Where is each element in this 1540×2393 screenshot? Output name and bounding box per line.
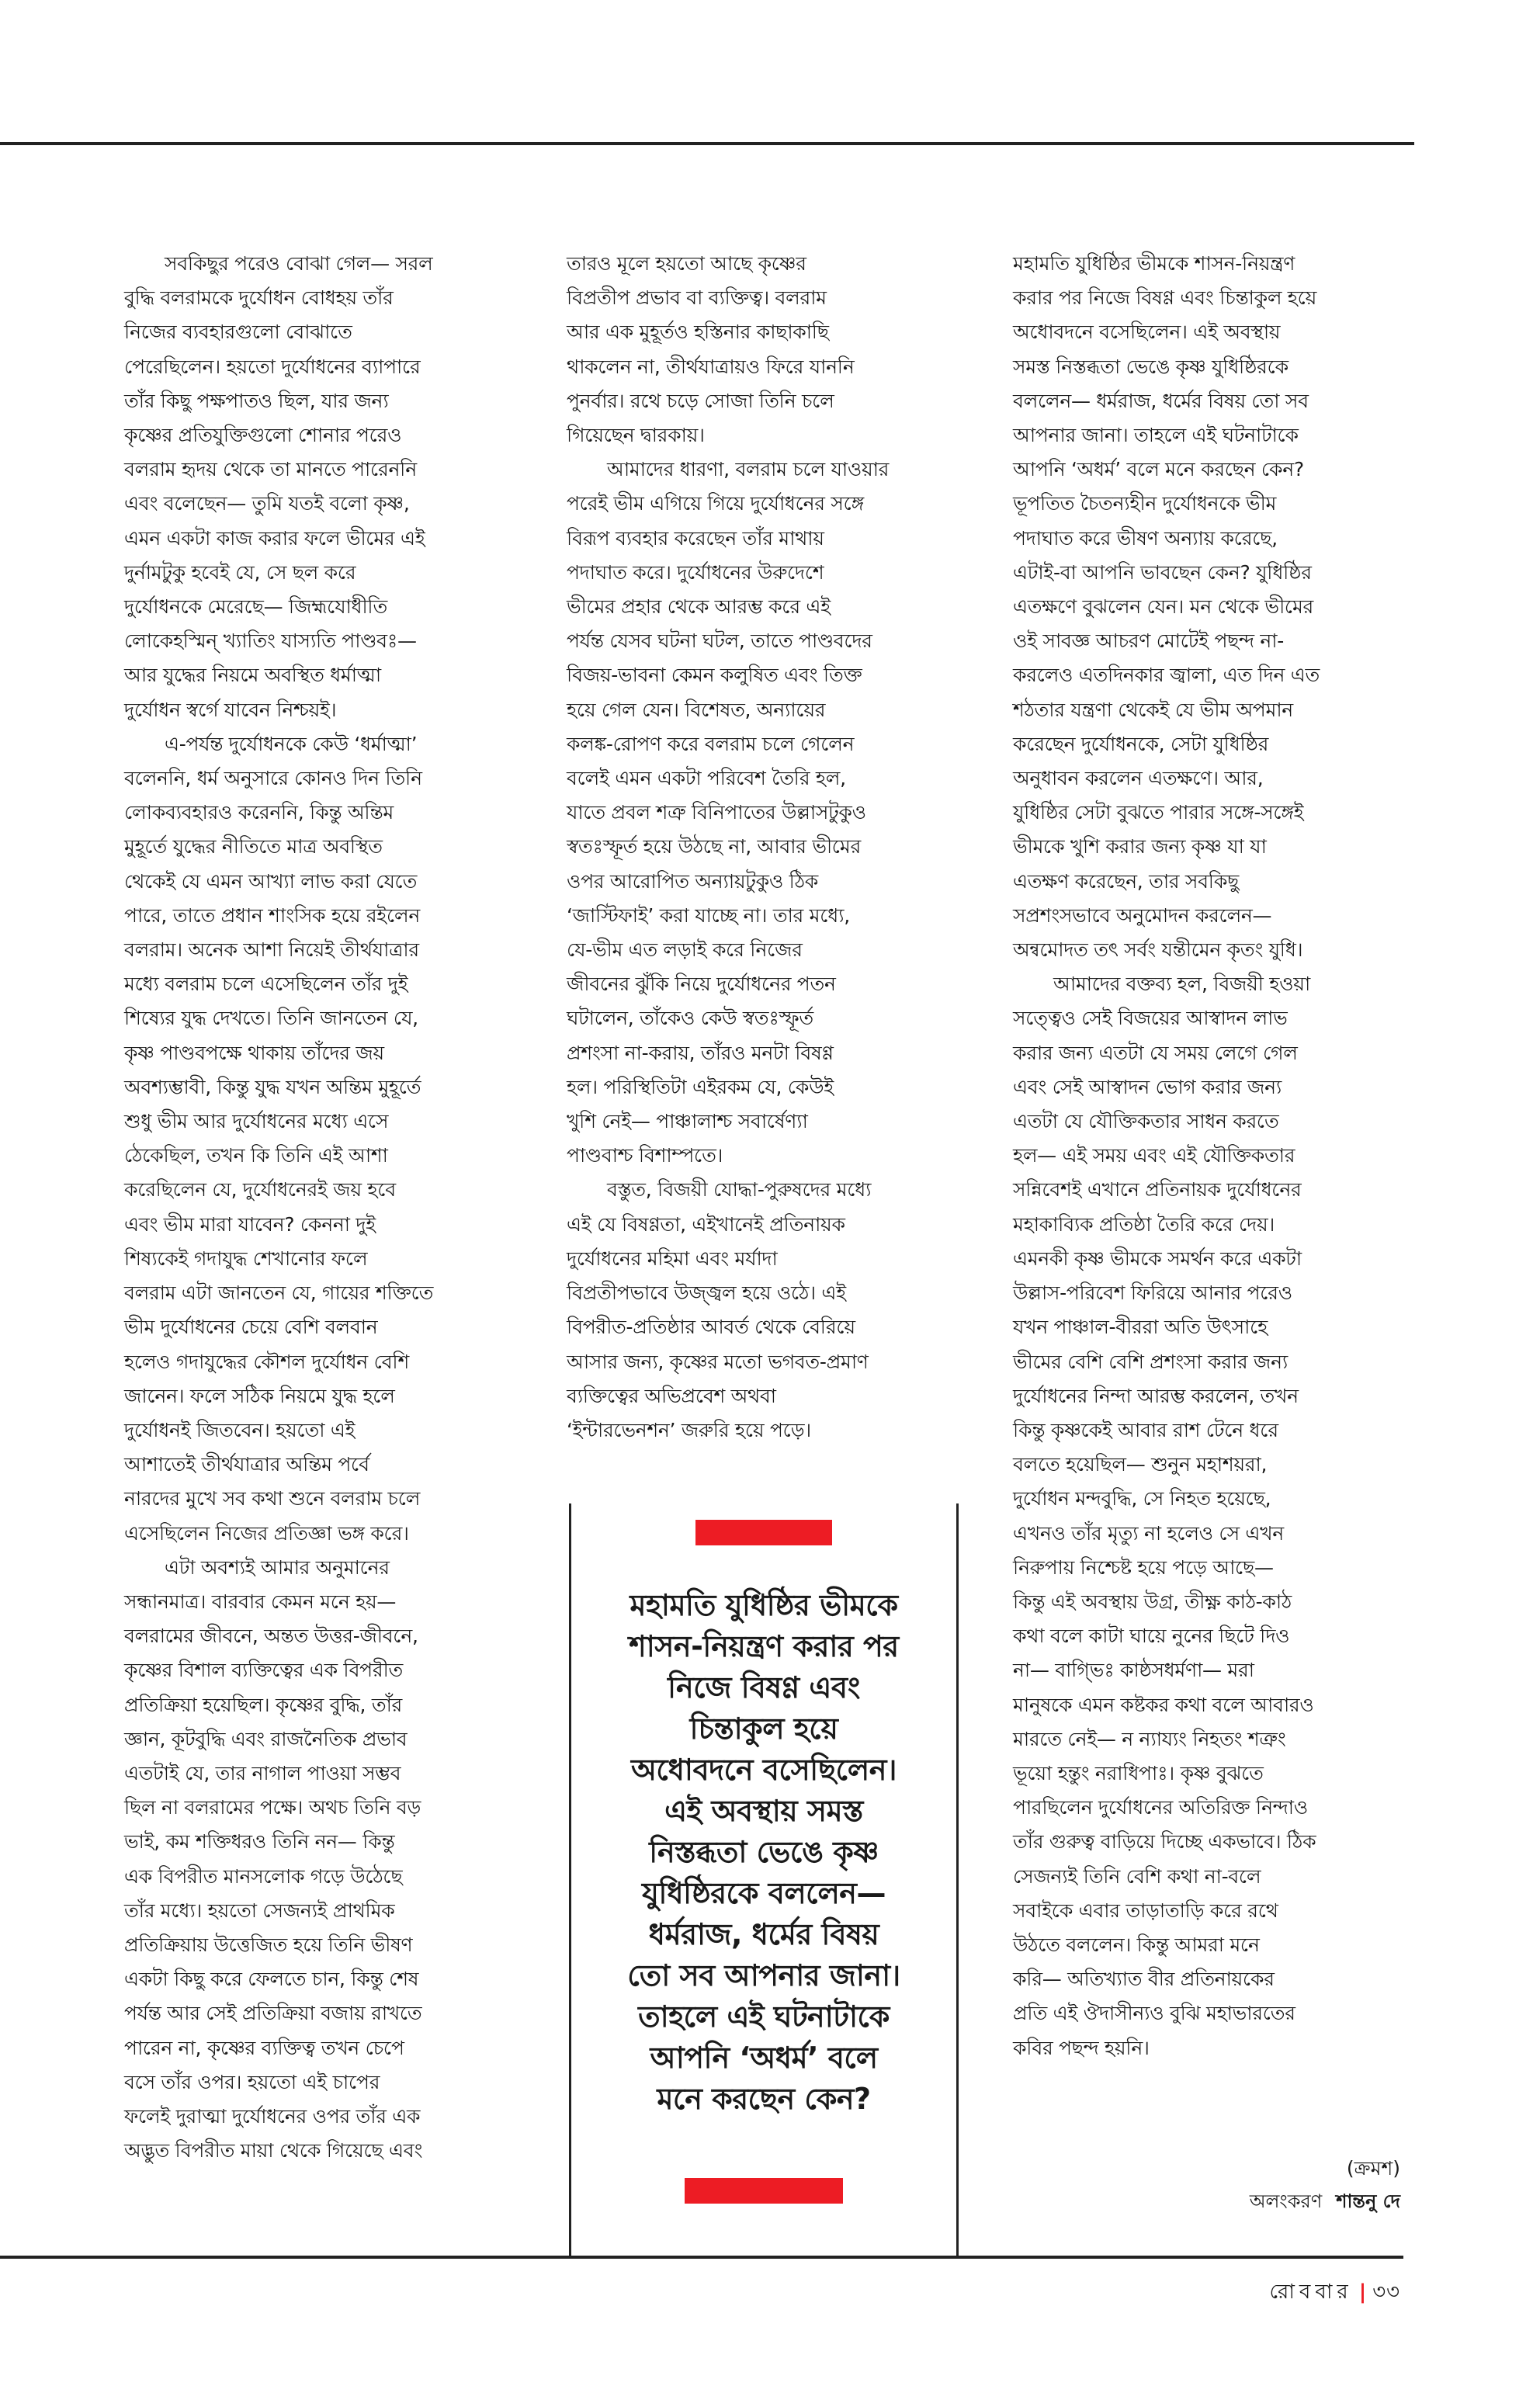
pull-quote-bottom-red-bar	[685, 2178, 843, 2204]
text-line: অবশ্যম্ভাবী, কিন্তু যুদ্ধ যখন অন্তিম মুহূর্তে	[124, 1075, 421, 1098]
text-line: উঠতে বললেন। কিন্তু আমরা মনে	[1013, 1933, 1260, 1956]
text-line: বিপ্রতীপ প্রভাব বা ব্যক্তিত্ব। বলরাম	[567, 286, 827, 310]
bottom-rule	[0, 2256, 1403, 2259]
text-line: এবং ভীম মারা যাবেন? কেননা দুই	[124, 1212, 376, 1236]
text-line: ‘ইন্টারভেনশন’ জরুরি হয়ে পড়ে।	[567, 1418, 811, 1441]
text-line: বুদ্ধি বলরামকে দুর্যোধন বোধহয় তাঁর	[124, 286, 394, 310]
text-line: বলতে হয়েছিল— শুনুন মহাশয়রা,	[1013, 1453, 1268, 1476]
text-line: কৃষ্ণের বিশাল ব্যক্তিত্বের এক বিপরীত	[124, 1659, 403, 1682]
text-line: সন্ধানমাত্র। বারবার কেমন মনে হয়—	[124, 1590, 397, 1613]
text-line: এ-পর্যন্ত দুর্যোধনকে কেউ ‘ধর্মাত্মা’	[165, 732, 418, 755]
text-line: মুহূর্তে যুদ্ধের নীতিতে মাত্র অবস্থিত	[124, 835, 383, 858]
text-line: ভূয়ো হন্তুং নরাধিপাঃ। কৃষ্ণ বুঝতে	[1013, 1761, 1264, 1784]
text-line: গিয়েছেন দ্বারকায়।	[567, 424, 705, 447]
text-line: করেছিলেন যে, দুর্যোধনেরই জয় হবে	[124, 1178, 396, 1202]
pull-quote-text	[571, 1585, 956, 2120]
article-column-2	[567, 247, 974, 1448]
text-line: এক বিপরীত মানসলোক গড়ে উঠেছে	[124, 1864, 403, 1888]
text-line: পারছিলেন দুর্যোধনের অতিরিক্ত নিন্দাও	[1013, 1796, 1308, 1819]
text-line: ভাই, কম শক্তিধরও তিনি নন— কিন্তু	[124, 1830, 395, 1854]
text-line: ঘটালেন, তাঁকেও কেউ স্বতঃস্ফূর্ত	[567, 1007, 813, 1030]
text-line: ব্যক্তিত্বের অভিপ্রবেশ অথবা	[567, 1384, 776, 1407]
text-line: শঠতার যন্ত্রণা থেকেই যে ভীম অপমান	[1013, 698, 1293, 721]
article-column-3	[1013, 247, 1424, 2065]
text-line: এই যে বিষণ্ণতা, এইখানেই প্রতিনায়ক	[567, 1212, 845, 1236]
text-line: আশাতেই তীর্থযাত্রার অন্তিম পর্বে	[124, 1453, 369, 1476]
text-line: কবির পছন্দ হয়নি।	[1013, 2036, 1150, 2059]
text-line: শিষ্যের যুদ্ধ দেখতে। তিনি জানতেন যে,	[124, 1007, 418, 1030]
text-line: হল। পরিস্থিতিটা এইরকম যে, কেউই	[567, 1075, 834, 1098]
text-line: ভীম দুর্যোধনের চেয়ে বেশি বলবান	[124, 1316, 378, 1339]
pull-quote-top-red-bar	[695, 1520, 832, 1545]
text-line: বলরামের জীবনে, অন্তত উত্তর-জীবনে,	[124, 1625, 418, 1648]
pull-quote-line: নিজে বিষণ্ণ এবং	[668, 1670, 860, 1705]
text-line: লোকেহস্মিন্ খ্যাতিং যাস্যতি পাণ্ডবঃ—	[124, 629, 417, 653]
text-line: আমাদের ধারণা, বলরাম চলে যাওয়ার	[607, 458, 890, 481]
pull-quote-line: এই অবস্থায় সমস্ত	[664, 1794, 863, 1828]
text-line: কিন্তু এই অবস্থায় উগ্র, তীক্ষ্ণ কাঠ-কাঠ	[1013, 1590, 1292, 1613]
text-line: এবং বলেছেন— তুমি যতই বলো কৃষ্ণ,	[124, 492, 410, 515]
text-line: স্বতঃস্ফূর্ত হয়ে উঠছে না, আবার ভীমের	[567, 835, 861, 858]
text-line: বলেননি, ধর্ম অনুসারে কোনও দিন তিনি	[124, 767, 422, 790]
text-line: এতটাই যে, তার নাগাল পাওয়া সম্ভব	[124, 1761, 401, 1784]
text-line: জ্ঞান, কূটবুদ্ধি এবং রাজনৈতিক প্রভাব	[124, 1727, 408, 1750]
text-line: করার জন্য এতটা যে সময় লেগে গেল	[1013, 1041, 1298, 1064]
text-line: ওপর আরোপিত অন্যায়টুকুও ঠিক	[567, 869, 818, 893]
credit-artist: শান্তনু দে	[1336, 2190, 1400, 2212]
text-line: বিপরীত-প্রতিষ্ঠার আবর্ত থেকে বেরিয়ে	[567, 1316, 855, 1339]
pull-quote-line: শাসন-নিয়ন্ত্রণ করার পর	[629, 1629, 899, 1663]
text-line: অনুধাবন করলেন এতক্ষণে। আর,	[1013, 767, 1264, 790]
text-line: আসার জন্য, কৃষ্ণের মতো ভগবত-প্রমাণ	[567, 1350, 869, 1373]
text-line: ফলেই দুরাত্মা দুর্যোধনের ওপর তাঁর এক	[124, 2104, 421, 2128]
text-line: নারদের মুখে সব কথা শুনে বলরাম চলে	[124, 1487, 421, 1510]
text-line: প্রতিক্রিয়া হয়েছিল। কৃষ্ণের বুদ্ধি, তাঁর	[124, 1693, 402, 1716]
text-line: অধোবদনে বসেছিলেন। এই অবস্থায়	[1013, 321, 1281, 344]
text-line: থেকেই যে এমন আখ্যা লাভ করা যেতে	[124, 869, 418, 893]
text-line: শিষ্যকেই গদাযুদ্ধ শেখানোর ফলে	[124, 1247, 368, 1270]
text-line: উল্লাস-পরিবেশ ফিরিয়ে আনার পরেও	[1013, 1281, 1292, 1305]
text-line: পারেন না, কৃষ্ণের ব্যক্তিত্ব তখন চেপে	[124, 2036, 404, 2059]
text-line: সন্নিবেশই এখানে প্রতিনায়ক দুর্যোধনের	[1013, 1178, 1302, 1202]
text-line: হয়ে গেল যেন। বিশেষত, অন্যায়ের	[567, 698, 826, 721]
text-line: ‘জাস্টিফাই’ করা যাচ্ছে না। তার মধ্যে,	[567, 903, 850, 927]
text-line: এসেছিলেন নিজের প্রতিজ্ঞা ভঙ্গ করে।	[124, 1521, 409, 1545]
text-line: এমনকী কৃষ্ণ ভীমকে সমর্থন করে একটা	[1013, 1247, 1302, 1270]
text-line: এতক্ষণ করেছেন, তার সবকিছু	[1013, 869, 1239, 893]
text-line: এতক্ষণে বুঝলেন যেন। মন থেকে ভীমের	[1013, 595, 1313, 619]
text-line: দুর্যোধনের মহিমা এবং মর্যাদা	[567, 1247, 778, 1270]
pull-quote-line: মনে করছেন কেন?	[657, 2082, 871, 2116]
pull-quote-line: তো সব আপনার জানা।	[627, 1958, 900, 1992]
text-line: পেরেছিলেন। হয়তো দুর্যোধনের ব্যাপারে	[124, 355, 421, 378]
text-line: বিপ্রতীপভাবে উজ্জ্বল হয়ে ওঠে। এই	[567, 1281, 846, 1305]
text-line: বলরাম। অনেক আশা নিয়েই তীর্থযাত্রার	[124, 938, 419, 962]
text-line: ভীমকে খুশি করার জন্য কৃষ্ণ যা যা	[1013, 835, 1267, 858]
text-line: খুশি নেই— পাঞ্চালাশ্চ সবার্ষেণ্যা	[567, 1110, 808, 1133]
text-line: সেজন্যই তিনি বেশি কথা না-বলে	[1013, 1864, 1261, 1888]
text-line: ভূপতিত চৈতন্যহীন দুর্যোধনকে ভীম	[1013, 492, 1277, 515]
text-line: সবকিছুর পরেও বোঝা গেল— সরল	[165, 252, 433, 275]
text-line: জানেন। ফলে সঠিক নিয়মে যুদ্ধ হলে	[124, 1384, 395, 1407]
text-line: প্রতিক্রিয়ায় উত্তেজিত হয়ে তিনি ভীষণ	[124, 1933, 413, 1956]
text-line: এখনও তাঁর মৃত্যু না হলেও সে এখন	[1013, 1521, 1284, 1545]
text-line: মধ্যে বলরাম চলে এসেছিলেন তাঁর দুই	[124, 973, 408, 996]
text-line: কলঙ্ক-রোপণ করে বলরাম চলে গেলেন	[567, 732, 855, 755]
text-line: শুধু ভীম আর দুর্যোধনের মধ্যে এসে	[124, 1110, 389, 1133]
credit-label: অলংকরণ	[1249, 2190, 1323, 2212]
text-line: বস্তুত, বিজয়ী যোদ্ধা-পুরুষদের মধ্যে	[607, 1178, 872, 1202]
text-line: অন্বমোদত তৎ সর্বং যন্তীমেন কৃতং যুধি।	[1013, 938, 1303, 962]
text-line: করলেও এতদিনকার জ্বালা, এত দিন এত	[1013, 664, 1320, 687]
text-line: ছিল না বলরামের পক্ষে। অথচ তিনি বড়	[124, 1796, 421, 1819]
text-line: পর্যন্ত যেসব ঘটনা ঘটল, তাতে পাণ্ডবদের	[567, 629, 872, 653]
text-line: থাকলেন না, তীর্থযাত্রায়ও ফিরে যাননি	[567, 355, 855, 378]
text-line: পরেই ভীম এগিয়ে গিয়ে দুর্যোধনের সঙ্গে	[567, 492, 864, 515]
text-line: পদাঘাত করে ভীষণ অন্যায় করেছে,	[1013, 526, 1278, 550]
text-line: হলেও গদাযুদ্ধের কৌশল দুর্যোধন বেশি	[124, 1350, 409, 1373]
page-number: ৩৩	[1372, 2280, 1400, 2304]
text-line: এটা অবশ্যই আমার অনুমানের	[165, 1555, 390, 1579]
pull-quote-line: যুধিষ্ঠিরকে বললেন—	[642, 1876, 886, 1910]
text-line: মহাকাব্যিক প্রতিষ্ঠা তৈরি করে দেয়।	[1013, 1212, 1275, 1236]
text-line: যাতে প্রবল শত্রু বিনিপাতের উল্লাসটুকুও	[567, 801, 866, 824]
article-column-1	[124, 247, 532, 2168]
text-line: বলরাম হৃদয় থেকে তা মানতে পারেননি	[124, 458, 417, 481]
text-line: পারে, তাতে প্রধান শাংসিক হয়ে রইলেন	[124, 903, 420, 927]
text-line: কথা বলে কাটা ঘায়ে নুনের ছিটে দিও	[1013, 1625, 1290, 1648]
text-line: বলেই এমন একটা পরিবেশ তৈরি হল,	[567, 767, 846, 790]
text-line: আপনি ‘অধর্ম’ বলে মনে করছেন কেন?	[1013, 458, 1304, 481]
footer-separator: |	[1358, 2280, 1367, 2304]
text-line: প্রশংসা না-করায়, তাঁরও মনটা বিষণ্ণ	[567, 1041, 834, 1064]
pull-quote-line: আপনি ‘অধর্ম’ বলে	[650, 2041, 878, 2075]
text-line: এটাই-বা আপনি ভাবছেন কেন? যুধিষ্ঠির	[1013, 560, 1312, 584]
text-line: বিরূপ ব্যবহার করেছেন তাঁর মাথায়	[567, 526, 824, 550]
text-line: লোকব্যবহারও করেননি, কিন্তু অন্তিম	[124, 801, 394, 824]
text-line: কিন্তু কৃষ্ণকেই আবার রাশ টেনে ধরে	[1013, 1418, 1278, 1441]
text-line: অদ্ভুত বিপরীত মায়া থেকে গিয়েছে এবং	[124, 2139, 423, 2162]
text-line: এবং সেই আস্বাদন ভোগ করার জন্য	[1013, 1075, 1282, 1098]
text-line: যুধিষ্ঠির সেটা বুঝতে পারার সঙ্গে-সঙ্গেই	[1013, 801, 1304, 824]
pull-quote-line: মহামতি যুধিষ্ঠির ভীমকে	[630, 1588, 898, 1622]
text-line: আমাদের বক্তব্য হল, বিজয়ী হওয়া	[1053, 973, 1310, 996]
text-line: নিজের ব্যবহারগুলো বোঝাতে	[124, 321, 352, 344]
text-line: সপ্রশংসভাবে অনুমোদন করলেন—	[1013, 903, 1272, 927]
pull-quote-box	[569, 1503, 959, 2257]
text-line: তাঁর কিছু পক্ষপাতও ছিল, যার জন্য	[124, 389, 389, 412]
text-line: এতটা যে যৌক্তিকতার সাধন করতে	[1013, 1110, 1279, 1133]
illustration-credit	[1250, 2187, 1400, 2218]
text-line: তাঁর গুরুত্ব বাড়িয়ে দিচ্ছে একভাবে। ঠিক	[1013, 1830, 1316, 1854]
text-line: একটা কিছু করে ফেলতে চান, কিন্তু শেষ	[124, 1968, 419, 1991]
text-line: ঠেকেছিল, তখন কি তিনি এই আশা	[124, 1144, 388, 1167]
text-line: মারতে নেই— ন ন্যায্যং নিহতং শত্রুং	[1013, 1727, 1286, 1750]
text-line: পদাঘাত করে। দুর্যোধনের উরুদেশে	[567, 560, 824, 584]
text-line: বলরাম এটা জানতেন যে, গায়ের শক্তিতে	[124, 1281, 434, 1305]
text-line: বললেন— ধর্মরাজ, ধর্মের বিষয় তো সব	[1013, 389, 1309, 412]
text-line: বিজয়-ভাবনা কেমন কলুষিত এবং তিক্ত	[567, 664, 862, 687]
text-line: করার পর নিজে বিষণ্ণ এবং চিন্তাকুল হয়ে	[1013, 286, 1317, 310]
text-line: ভীমের প্রহার থেকে আরম্ভ করে এই	[567, 595, 831, 619]
text-line: কৃষ্ণ পাণ্ডবপক্ষে থাকায় তাঁদের জয়	[124, 1041, 384, 1064]
text-line: দুর্যোধন স্বর্গে যাবেন নিশ্চয়ই।	[124, 698, 337, 721]
text-line: যে-ভীম এত লড়াই করে নিজের	[567, 938, 803, 962]
text-line: না— বাগ্ভিঃ কাষ্ঠসধর্মণা— মরা	[1013, 1659, 1254, 1682]
text-line: সমস্ত নিস্তব্ধতা ভেঙে কৃষ্ণ যুধিষ্ঠিরকে	[1013, 355, 1289, 378]
pull-quote-line: ধর্মরাজ, ধর্মের বিষয়	[648, 1917, 879, 1951]
text-line: ভীমের বেশি বেশি প্রশংসা করার জন্য	[1013, 1350, 1288, 1373]
pull-quote-line: অধোবদনে বসেছিলেন।	[630, 1753, 897, 1787]
text-line: দুর্যোধনের নিন্দা আরম্ভ করলেন, তখন	[1013, 1384, 1299, 1407]
pull-quote-line: চিন্তাকুল হয়ে	[689, 1712, 838, 1746]
text-line: সবাইকে এবার তাড়াতাড়ি করে রথে	[1013, 1899, 1278, 1922]
text-line: করেছেন দুর্যোধনকে, সেটা যুধিষ্ঠির	[1013, 732, 1269, 755]
text-line: হল— এই সময় এবং এই যৌক্তিকতার	[1013, 1144, 1295, 1167]
text-line: মানুষকে এমন কষ্টকর কথা বলে আবারও	[1013, 1693, 1314, 1716]
text-line: দুর্যোধনকে মেরেছে— জিহ্মযোধীতি	[124, 595, 388, 619]
text-line: আর যুদ্ধের নিয়মে অবস্থিত ধর্মাত্মা	[124, 664, 381, 687]
text-line: তাঁর মধ্যে। হয়তো সেজন্যই প্রাথমিক	[124, 1899, 395, 1922]
text-line: ওই সাবজ্ঞ আচরণ মোটেই পছন্দ না-	[1013, 629, 1284, 653]
text-line: প্রতি এই ঔদাসীন্যও বুঝি মহাভারতের	[1013, 2002, 1295, 2025]
text-line: এমন একটা কাজ করার ফলে ভীমের এই	[124, 526, 425, 550]
magazine-name: রোববার	[1269, 2280, 1353, 2304]
text-line: বসে তাঁর ওপর। হয়তো এই চাপের	[124, 2070, 380, 2093]
continued-label: (ক্রমশ)	[1346, 2157, 1400, 2180]
text-line: মহামতি যুধিষ্ঠির ভীমকে শাসন-নিয়ন্ত্রণ	[1013, 252, 1295, 275]
text-line: পাণ্ডবাশ্চ বিশাম্পতে।	[567, 1144, 723, 1167]
text-line: পুনর্বার। রথে চড়ে সোজা তিনি চলে	[567, 389, 834, 412]
pull-quote-line: তাহলে এই ঘটনাটাকে	[638, 1999, 890, 2034]
text-line: কৃষ্ণের প্রতিযুক্তিগুলো শোনার পরেও	[124, 424, 402, 447]
text-line: জীবনের ঝুঁকি নিয়ে দুর্যোধনের পতন	[567, 973, 836, 996]
text-line: দুর্যোধনই জিতবেন। হয়তো এই	[124, 1418, 356, 1441]
text-line: দুর্নামটুকু হবেই যে, সে ছল করে	[124, 560, 356, 584]
text-line: নিরুপায় নিশ্চেষ্ট হয়ে পড়ে আছে—	[1013, 1555, 1274, 1579]
text-line: পর্যন্ত আর সেই প্রতিক্রিয়া বজায় রাখতে	[124, 2002, 422, 2025]
top-rule	[0, 142, 1414, 145]
text-line: আর এক মুহূর্তও হস্তিনার কাছাকাছি	[567, 321, 829, 344]
pull-quote-line: নিস্তব্ধতা ভেঙে কৃষ্ণ	[649, 1835, 879, 1869]
text-line: দুর্যোধন মন্দবুদ্ধি, সে নিহত হয়েছে,	[1013, 1487, 1271, 1510]
text-line: করি— অতিখ্যাত বীর প্রতিনায়কের	[1013, 1968, 1275, 1991]
text-line: যখন পাঞ্চাল-বীররা অতি উৎসাহে	[1013, 1316, 1268, 1339]
page-footer	[1270, 2276, 1401, 2310]
text-line: সত্ত্বেও সেই বিজয়ের আস্বাদন লাভ	[1013, 1007, 1288, 1030]
text-line: আপনার জানা। তাহলে এই ঘটনাটাকে	[1013, 424, 1299, 447]
text-line: তারও মূলে হয়তো আছে কৃষ্ণের	[567, 252, 806, 275]
